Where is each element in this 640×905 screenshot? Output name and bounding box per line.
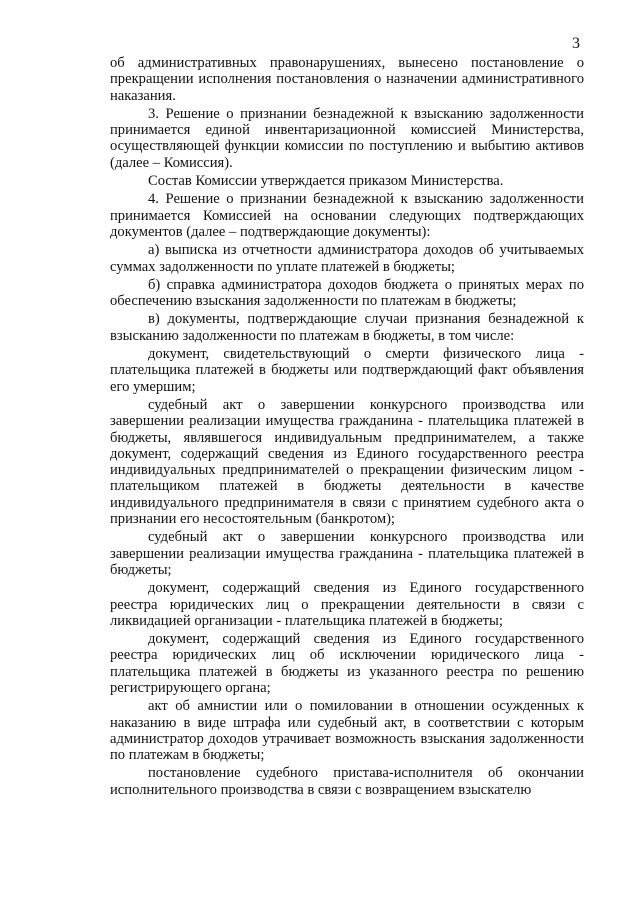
paragraph: а) выписка из отчетности администратора доходов об учитываемых суммах задолженности по уплате платежей в бюджеты; (110, 242, 584, 275)
paragraph: 3. Решение о признании безнадежной к взысканию задолженности принимается единой инвентаризационной комиссией Министерства, осуществляющей функции комиссии по поступлению и выбытию активов (далее – Комиссия). (110, 105, 584, 171)
paragraph: 4. Решение о признании безнадежной к взысканию задолженности принимается Комиссией на основании следующих подтверждающих документов (далее – подтверждающие документы): (110, 191, 584, 240)
paragraph: судебный акт о завершении конкурсного производства или завершении реализации имущества гражданина - плательщика платежей в бюджеты, являвшегося индивидуальным предпринимателем, а также документ, содержащий сведения из Единого государственного реестра индивидуальных предпринимателей о прекращении физическим лицом - плательщиком платежей в бюджеты деятельности в качестве индивидуального предпринимателя в связи с принятием судебного акта о признании его несостоятельным (банкротом); (110, 396, 584, 528)
page-number: 3 (572, 35, 580, 52)
paragraph: судебный акт о завершении конкурсного производства или завершении реализации имущества гражданина - плательщика платежей в бюджеты; (110, 529, 584, 578)
paragraph: документ, содержащий сведения из Единого государственного реестра юридических лиц об исключении юридического лица - плательщика платежей в бюджеты из указанного реестра по решению регистрирующего органа; (110, 631, 584, 696)
paragraph: постановление судебного пристава-исполнителя об окончании исполнительного производства в связи с возвращением взыскателю (110, 765, 584, 798)
paragraph: документ, содержащий сведения из Единого государственного реестра юридических лиц о прекращении деятельности в связи с ликвидацией организации - плательщика платежей в бюджеты; (110, 580, 584, 629)
paragraph: в) документы, подтверждающие случаи признания безнадежной к взысканию задолженности по платежам в бюджеты, в том числе: (110, 311, 584, 344)
paragraph: акт об амнистии или о помиловании в отношении осужденных к наказанию в виде штрафа или судебный акт, в соответствии с которым администратор доходов утрачивает возможность взыскания задолженности по платежам в бюджеты; (110, 698, 584, 764)
paragraph: об административных правонарушениях, вынесено постановление о прекращении исполнения постановления о назначении административного наказания. (110, 55, 584, 104)
paragraph: Состав Комиссии утверждается приказом Министерства. (148, 173, 504, 190)
paragraph: б) справка администратора доходов бюджета о принятых мерах по обеспечению взыскания задолженности по платежам в бюджеты; (110, 276, 584, 310)
paragraph: документ, свидетельствующий о смерти физического лица - плательщика платежей в бюджеты или подтверждающий факт объявления его умершим; (110, 346, 584, 395)
document-body (110, 55, 584, 800)
